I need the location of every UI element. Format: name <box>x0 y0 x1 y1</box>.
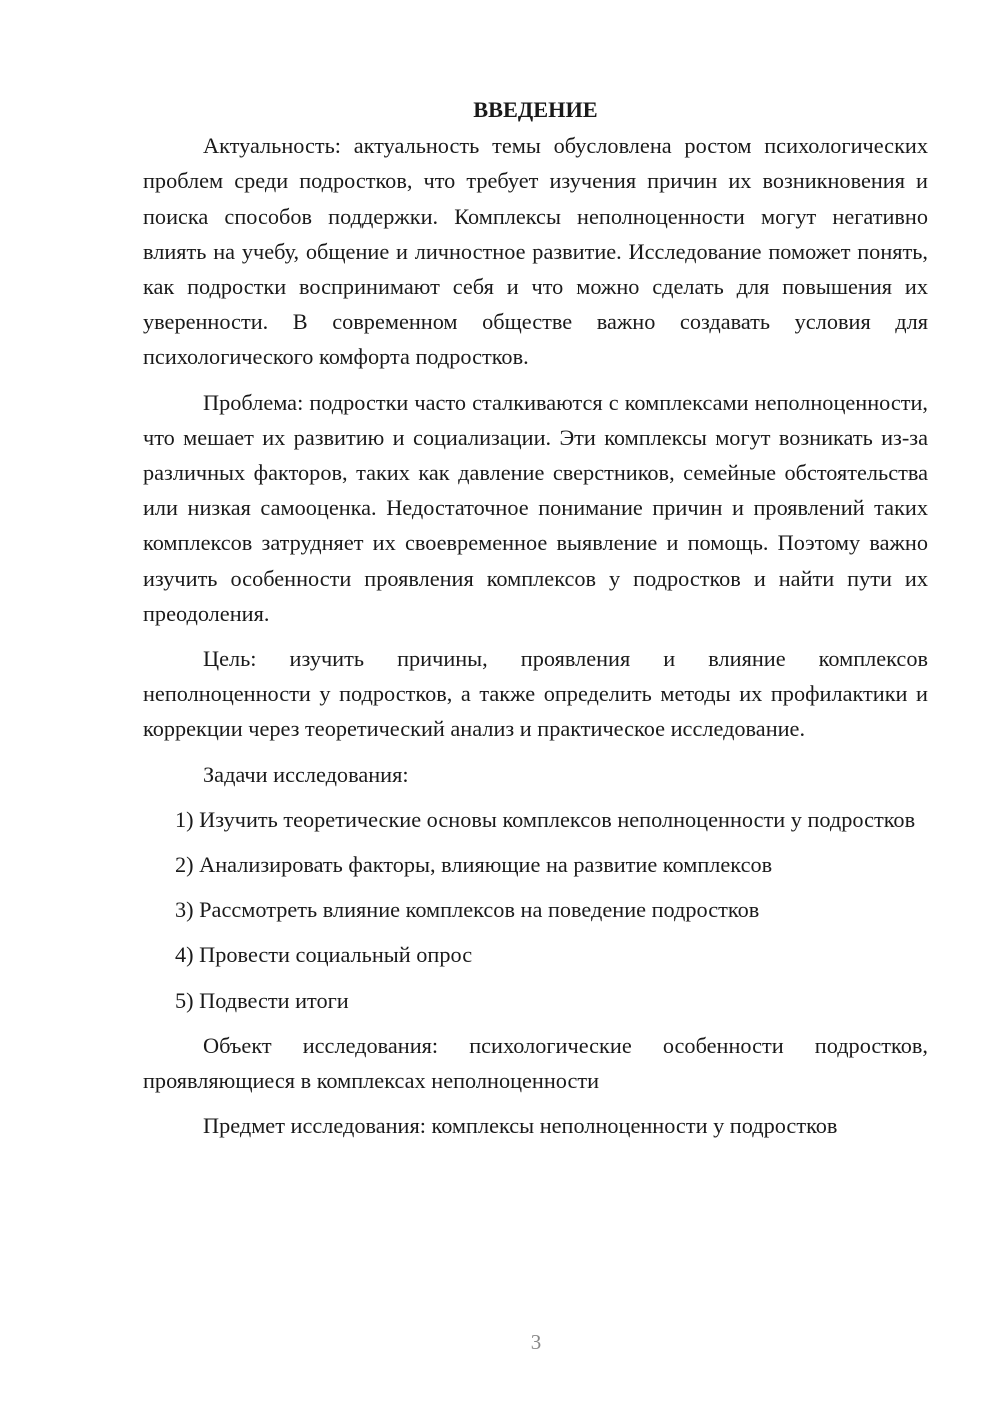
goal-paragraph: Цель: изучить причины, проявления и влияние комплексов неполноценности у подростков, а также определить методы их профилактики и коррекции через теоретический анализ и практическое исследование. <box>143 646 928 742</box>
problem-paragraph: Проблема: подростки часто сталкиваются с комплексами неполноценности, что мешает их развитию и социализации. Эти комплексы могут возникать из-за различных факторов, таких как давление сверстников, семейные обстоятельства или низкая самооценка. Недостаточное понимание причин и проявлений таких комплексов затрудняет их своевременное выявление и помощь. Поэтому важно изучить особенности проявления комплексов у подростков и найти пути их преодоления. <box>143 389 928 626</box>
task-item: 4) Провести социальный опрос <box>175 942 473 968</box>
relevance-paragraph: Актуальность: актуальность темы обусловлена ростом психологических проблем среди подростков, что требует изучения причин их возникновения и поиска способов поддержки. Комплексы неполноценности могут негативно влиять на учебу, общение и личностное развитие. Исследование поможет понять, как подростки воспринимают себя и что можно сделать для повышения их уверенности. В современном обществе важно создавать условия для психологического комфорта подростков. <box>143 133 928 370</box>
task-item: 2) Анализировать факторы, влияющие на развитие комплексов <box>175 852 773 878</box>
page-number: 3 <box>530 1330 542 1354</box>
page-body <box>143 92 928 1153</box>
task-item: 5) Подвести итоги <box>175 987 349 1013</box>
subject-paragraph: Предмет исследования: комплексы неполноценности у подростков <box>203 1113 838 1139</box>
section-heading: ВВЕДЕНИЕ <box>473 97 598 122</box>
task-item: 1) Изучить теоретические основы комплексов неполноценности у подростков <box>175 806 916 832</box>
task-item: 3) Рассмотреть влияние комплексов на поведение подростков <box>175 897 760 923</box>
object-paragraph: Объект исследования: психологические особенности подростков, проявляющиеся в комплексах неполноценности <box>143 1032 928 1094</box>
tasks-heading: Задачи исследования: <box>203 761 409 787</box>
